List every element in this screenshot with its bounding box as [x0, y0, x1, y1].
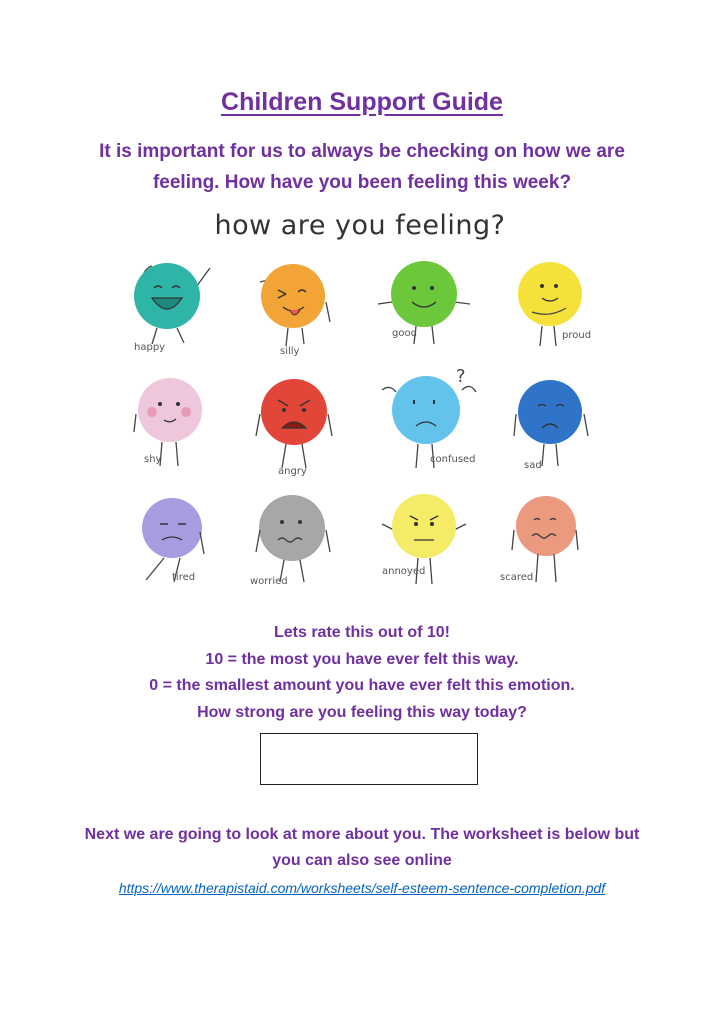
intro-text: It is important for us to always be checking on how we are feeling. How have you been feeling this week?	[99, 141, 625, 193]
face-label-proud: proud	[562, 330, 592, 341]
happy-face-icon	[112, 248, 232, 358]
face-label-good: good	[392, 328, 417, 339]
face-sad	[498, 374, 618, 484]
rating-line-4: How strong are you feeling this way today?	[197, 703, 527, 721]
shy-face-icon	[114, 372, 234, 482]
feelings-chart-heading: how are you feeling?	[214, 210, 506, 241]
face-good	[366, 248, 486, 358]
face-label-shy: shy	[144, 454, 162, 465]
page-title: Children Support Guide	[221, 88, 503, 116]
sad-face-icon	[498, 374, 618, 484]
face-angry	[238, 374, 358, 484]
face-worried	[242, 490, 362, 600]
face-label-scared: scared	[500, 572, 534, 583]
face-label-angry: angry	[278, 466, 307, 477]
rating-instructions	[60, 620, 664, 726]
face-silly	[238, 252, 358, 362]
next-steps-text: Next we are going to look at more about you. The worksheet is below but you can also see online	[84, 826, 640, 869]
face-tired	[124, 492, 244, 602]
face-label-confused: confused	[430, 454, 476, 465]
face-annoyed	[370, 488, 490, 598]
face-shy	[114, 372, 234, 482]
annoyed-face-icon	[370, 488, 490, 598]
scared-face-icon	[498, 492, 618, 602]
face-label-silly: silly	[280, 346, 300, 357]
rating-line-2: 10 = the most you have ever felt this way.	[205, 650, 519, 668]
face-confused	[368, 370, 488, 480]
proud-face-icon	[494, 252, 614, 362]
face-label-happy: happy	[134, 342, 166, 353]
rating-line-1: Lets rate this out of 10!	[273, 624, 451, 641]
tired-face-icon	[124, 492, 244, 602]
face-label-annoyed: annoyed	[382, 566, 426, 577]
face-label-worried: worried	[250, 576, 288, 587]
face-proud	[494, 252, 614, 362]
rating-line-3: 0 = the smallest amount you have ever felt this emotion.	[149, 677, 575, 694]
feelings-chart	[110, 208, 610, 593]
face-label-tired: tired	[172, 572, 196, 583]
face-happy	[112, 248, 232, 358]
worksheet-link[interactable]: https://www.therapistaid.com/worksheets/self-esteem-sentence-completion.pdf	[118, 880, 606, 896]
face-label-sad: sad	[524, 460, 542, 471]
good-face-icon	[366, 248, 486, 358]
face-scared	[498, 492, 618, 602]
question-mark-icon: ?	[456, 366, 466, 387]
rating-answer-box[interactable]	[260, 733, 478, 785]
